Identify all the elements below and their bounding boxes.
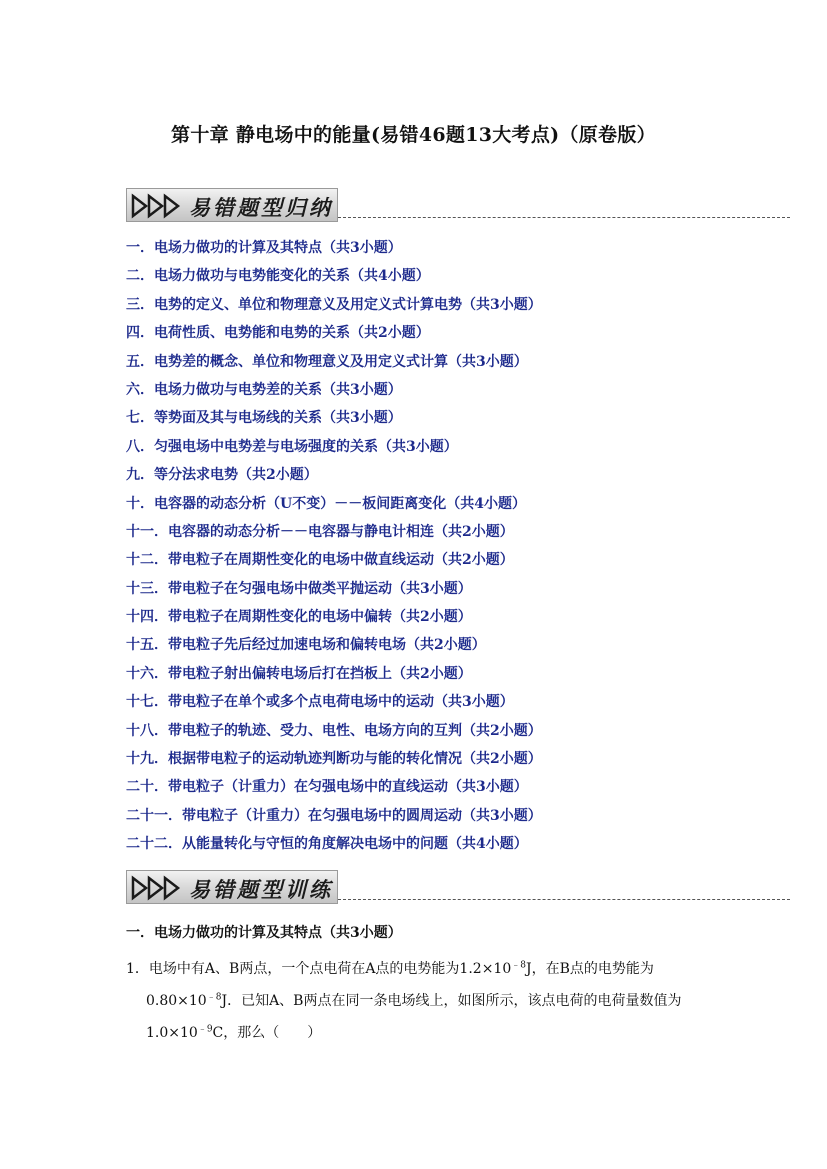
- toc-item[interactable]: 十五．带电粒子先后经过加速电场和偏转电场（共2小题）: [126, 637, 486, 654]
- toc-item[interactable]: 九．等分法求电势（共2小题）: [126, 467, 318, 484]
- banner-training-box: [126, 870, 338, 904]
- banner-summary: [126, 188, 790, 222]
- toc-list: [126, 234, 542, 859]
- toc-item[interactable]: 十二．带电粒子在周期性变化的电场中做直线运动（共2小题）: [126, 552, 514, 569]
- toc-item[interactable]: 七．等势面及其与电场线的关系（共3小题）: [126, 410, 402, 427]
- triple-arrow-icon: [131, 193, 185, 219]
- banner-training-divider: [338, 899, 790, 900]
- toc-item[interactable]: 二十二．从能量转化与守恒的角度解决电场中的问题（共4小题）: [126, 836, 528, 853]
- banner-training-label: 易错题型训练: [189, 878, 333, 902]
- exponent: ﹣8: [511, 960, 526, 971]
- toc-item[interactable]: 八．匀强电场中电势差与电场强度的关系（共3小题）: [126, 438, 458, 455]
- banner-summary-label: 易错题型归纳: [189, 196, 333, 220]
- section-heading: 一．电场力做功的计算及其特点（共3小题）: [126, 925, 402, 941]
- toc-item[interactable]: 十四．带电粒子在周期性变化的电场中偏转（共2小题）: [126, 609, 472, 626]
- toc-item[interactable]: 五．电势差的概念、单位和物理意义及用定义式计算（共3小题）: [126, 353, 528, 370]
- toc-item[interactable]: 四．电荷性质、电势能和电势的关系（共2小题）: [126, 325, 430, 342]
- question-text: 1.0×10: [146, 1025, 198, 1041]
- toc-item[interactable]: 十一．电容器的动态分析－－电容器与静电计相连（共2小题）: [126, 523, 514, 540]
- question-line: [126, 953, 726, 985]
- toc-item[interactable]: 十八．带电粒子的轨迹、受力、电性、电场方向的互判（共2小题）: [126, 722, 542, 739]
- question-text: J，在B点的电势能为: [525, 961, 654, 977]
- toc-item[interactable]: 十七．带电粒子在单个或多个点电荷电场中的运动（共3小题）: [126, 694, 514, 711]
- banner-summary-divider: [338, 217, 790, 218]
- question-text: C，那么（ ）: [212, 1025, 322, 1041]
- toc-item[interactable]: 十三．带电粒子在匀强电场中做类平抛运动（共3小题）: [126, 580, 472, 597]
- banner-training: [126, 870, 790, 904]
- toc-item[interactable]: 一．电场力做功的计算及其特点（共3小题）: [126, 240, 402, 256]
- question-number: 1．: [126, 961, 149, 977]
- toc-item[interactable]: 三．电势的定义、单位和物理意义及用定义式计算电势（共3小题）: [126, 296, 542, 313]
- toc-item[interactable]: 二．电场力做功与电势能变化的关系（共4小题）: [126, 268, 430, 285]
- toc-item[interactable]: 二十．带电粒子（计重力）在匀强电场中的直线运动（共3小题）: [126, 779, 528, 796]
- question-line: [126, 985, 726, 1017]
- toc-item[interactable]: 十．电容器的动态分析（U不变）－－板间距离变化（共4小题）: [126, 495, 526, 512]
- toc-item[interactable]: 十六．带电粒子射出偏转电场后打在挡板上（共2小题）: [126, 665, 472, 682]
- banner-summary-box: [126, 188, 338, 222]
- toc-item[interactable]: 十九．根据带电粒子的运动轨迹判断功与能的转化情况（共2小题）: [126, 751, 542, 768]
- triple-arrow-icon: [131, 875, 185, 901]
- question-1: [126, 953, 726, 1049]
- toc-item[interactable]: 六．电场力做功与电势差的关系（共3小题）: [126, 381, 402, 398]
- toc-item[interactable]: 二十一．带电粒子（计重力）在匀强电场中的圆周运动（共3小题）: [126, 807, 542, 824]
- question-text: 0.80×10: [146, 993, 207, 1009]
- question-text: 电场中有A、B两点，一个点电荷在A点的电势能为1.2×10: [148, 961, 512, 977]
- exponent: ﹣8: [206, 992, 222, 1003]
- page-title: 第十章 静电场中的能量(易错46题13大考点)（原卷版）: [171, 124, 656, 146]
- exponent: ﹣9: [197, 1024, 213, 1035]
- question-line: [126, 1017, 726, 1049]
- question-text: J．已知A、B两点在同一条电场线上，如图所示，该点电荷的电荷量数值为: [221, 993, 682, 1009]
